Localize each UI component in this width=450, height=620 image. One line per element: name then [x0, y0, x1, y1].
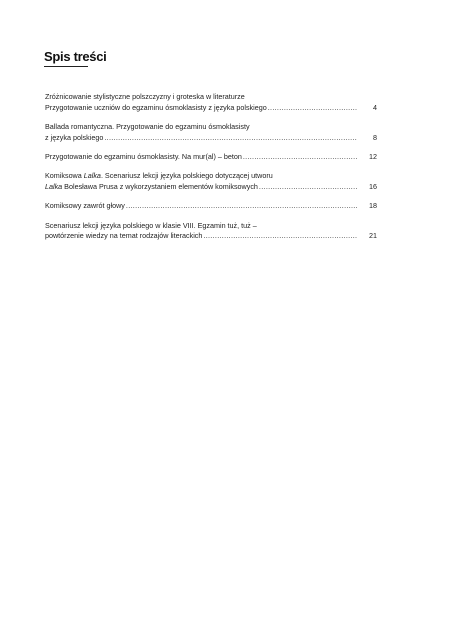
- page-title: Spis treści: [44, 49, 107, 64]
- dot-leader: [268, 103, 357, 114]
- toc-entry-title-line: Zróżnicowanie stylistyczne polszczyzny i groteska w literaturze: [45, 92, 245, 101]
- toc-line: [45, 231, 377, 242]
- toc-text: Bolesława Prusa z wykorzystaniem elementów komiksowych: [62, 181, 258, 191]
- toc-text: . Scenariusz lekcji języka polskiego dotyczącej utworu: [100, 171, 273, 181]
- toc-entry-title-line: Przygotowanie do egzaminu ósmoklasisty. Na mur(al) – beton: [45, 151, 242, 161]
- toc-line: [45, 92, 377, 103]
- dot-leader: [203, 231, 357, 242]
- toc-line: [45, 122, 377, 133]
- toc-entry[interactable]: [45, 221, 377, 242]
- book-title-italic: Lalka: [83, 171, 101, 181]
- toc-entry-title-line: [45, 171, 273, 182]
- book-title-italic: Lalka: [45, 181, 63, 191]
- toc-page-number: 16: [369, 181, 377, 191]
- toc-entry-title-line: Przygotowanie uczniów do egzaminu ósmoklasisty z języka polskiego: [45, 102, 267, 112]
- toc-entry-title-line: Ballada romantyczna. Przygotowanie do egzaminu ósmoklasisty: [45, 121, 250, 131]
- toc-entry-title-line: [45, 182, 258, 193]
- toc-page-number: 21: [369, 231, 377, 241]
- toc-text: Komiksowa: [45, 171, 84, 181]
- dot-leader: [126, 201, 357, 212]
- toc-entry[interactable]: [45, 152, 377, 163]
- toc-page-number: 12: [369, 151, 377, 161]
- toc-line: [45, 201, 377, 212]
- toc-entry-title-line: z języka polskiego: [45, 132, 104, 142]
- dot-leader: [104, 133, 357, 144]
- toc-line: [45, 133, 377, 144]
- title-underline: [44, 66, 88, 67]
- toc-entry[interactable]: [45, 171, 377, 192]
- toc-entry[interactable]: [45, 122, 377, 143]
- toc-entry-title-line: Komiksowy zawrót głowy: [45, 201, 125, 211]
- toc-page-number: 18: [369, 201, 377, 211]
- dot-leader: [259, 182, 357, 193]
- toc-entry[interactable]: [45, 201, 377, 212]
- table-of-contents: [45, 92, 377, 251]
- toc-page-number: 4: [373, 102, 377, 112]
- toc-line: [45, 103, 377, 114]
- toc-line: [45, 171, 377, 182]
- toc-page-number: 8: [373, 132, 377, 142]
- toc-line: [45, 182, 377, 193]
- toc-entry-title-line: powtórzenie wiedzy na temat rodzajów literackich: [45, 231, 203, 241]
- toc-line: [45, 152, 377, 163]
- toc-entry-title-line: Scenariusz lekcji języka polskiego w klasie VIII. Egzamin tuż, tuż –: [45, 220, 257, 230]
- toc-line: [45, 221, 377, 232]
- dot-leader: [243, 152, 357, 163]
- toc-entry[interactable]: [45, 92, 377, 113]
